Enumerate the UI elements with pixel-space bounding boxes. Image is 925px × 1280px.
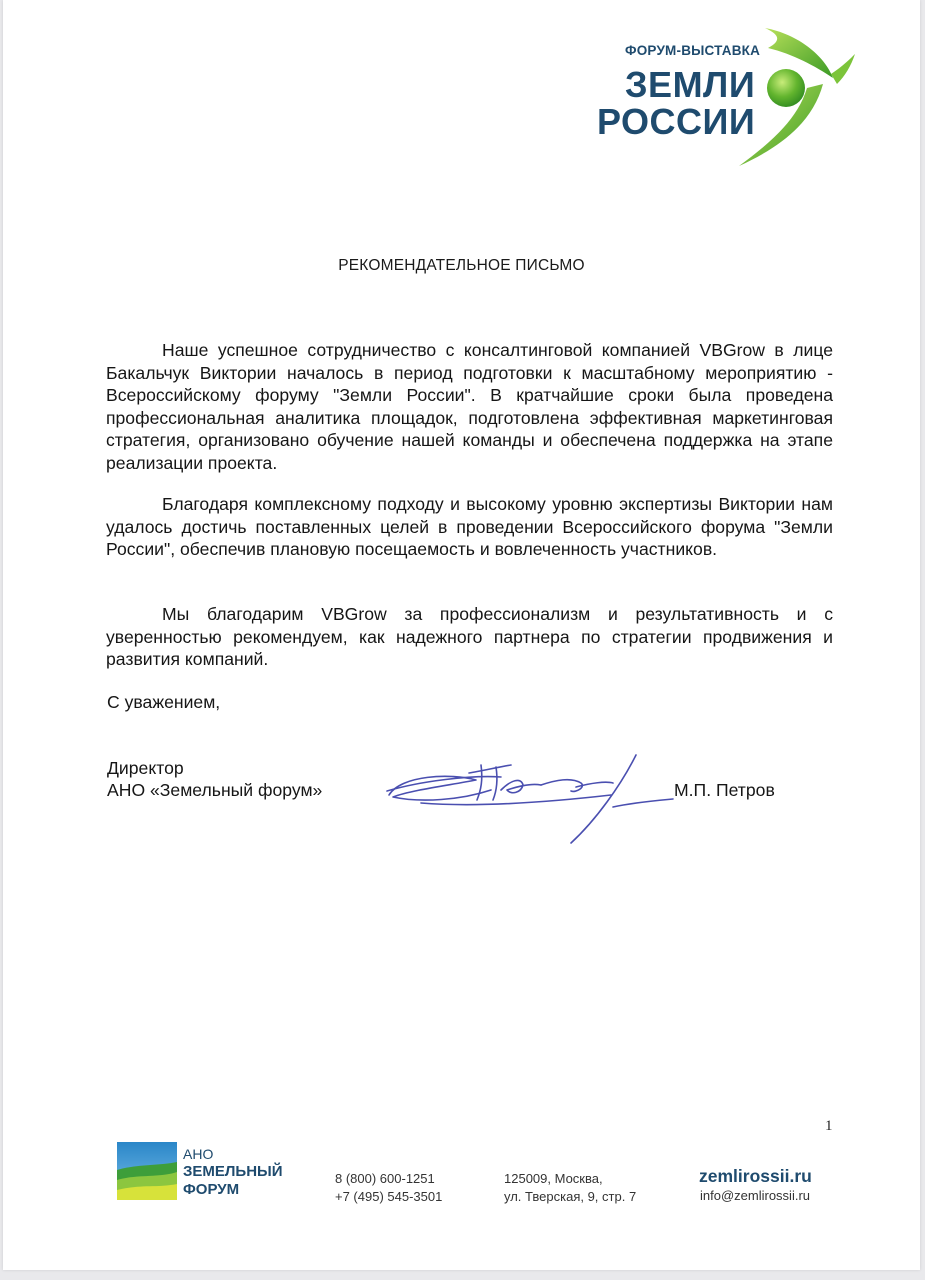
footer-org-name xyxy=(183,1145,283,1199)
forum-logo xyxy=(593,26,858,171)
letter-title: РЕКОМЕНДАТЕЛЬНОЕ ПИСЬМО xyxy=(338,257,585,274)
signer-organization: АНО «Земельный форум» xyxy=(107,780,323,800)
document-page xyxy=(3,0,920,1270)
paragraph-2: Благодаря комплексному подходу и высокому уровню экспертизы Виктории нам удалось достичь поставленных целей в проведении Всероссийского форума "Земли России", обеспечив плановую посещаемость и вовлеченность участников. xyxy=(106,494,833,559)
logo-title-line1: ЗЕМЛИ xyxy=(625,64,756,105)
signer-position: Директор xyxy=(107,758,184,778)
footer-address-line2: ул. Тверская, 9, стр. 7 xyxy=(504,1189,637,1204)
logo-title-line2: РОССИИ xyxy=(597,101,756,142)
footer-address-line1: 125009, Москва, xyxy=(504,1171,603,1186)
logo-subtitle: ФОРУМ-ВЫСТАВКА xyxy=(625,43,761,58)
handwritten-signature xyxy=(381,745,681,850)
footer-website-link[interactable]: zemlirossii.ru xyxy=(699,1166,812,1186)
footer-phone-2: +7 (495) 545-3501 xyxy=(335,1189,443,1204)
footer-org-line3: ФОРУМ xyxy=(183,1181,240,1198)
paragraph-3: Мы благодарим VBGrow за профессионализм и результативность и с уверенностью рекомендуем, как надежного партнера по стратегии продвижения и развития компаний. xyxy=(106,604,833,669)
signer-name: М.П. Петров xyxy=(674,780,775,800)
footer-phones xyxy=(335,1170,442,1206)
footer-phone-1: 8 (800) 600-1251 xyxy=(335,1171,435,1186)
footer-email-link[interactable]: info@zemlirossii.ru xyxy=(700,1188,810,1203)
footer-org-line2: ЗЕМЕЛЬНЫЙ xyxy=(183,1163,283,1180)
page-number: 1 xyxy=(825,1118,833,1134)
footer-address xyxy=(504,1170,636,1206)
field-landscape-logo-icon xyxy=(117,1142,177,1200)
closing-phrase: С уважением, xyxy=(107,692,221,712)
footer-org-line1: АНО xyxy=(183,1146,214,1162)
paragraph-1: Наше успешное сотрудничество с консалтинговой компанией VBGrow в лице Бакальчук Виктории началось в период подготовки к масштабному мероприятию - Всероссийскому форуму "Земли России". В кратчайшие сроки была проведена профессиональная аналитика площадок, подготовлена эффективная маркетинговая стратегия, организовано обучение нашей команды и обеспечена поддержка на этапе реализации проекта. xyxy=(106,340,833,473)
